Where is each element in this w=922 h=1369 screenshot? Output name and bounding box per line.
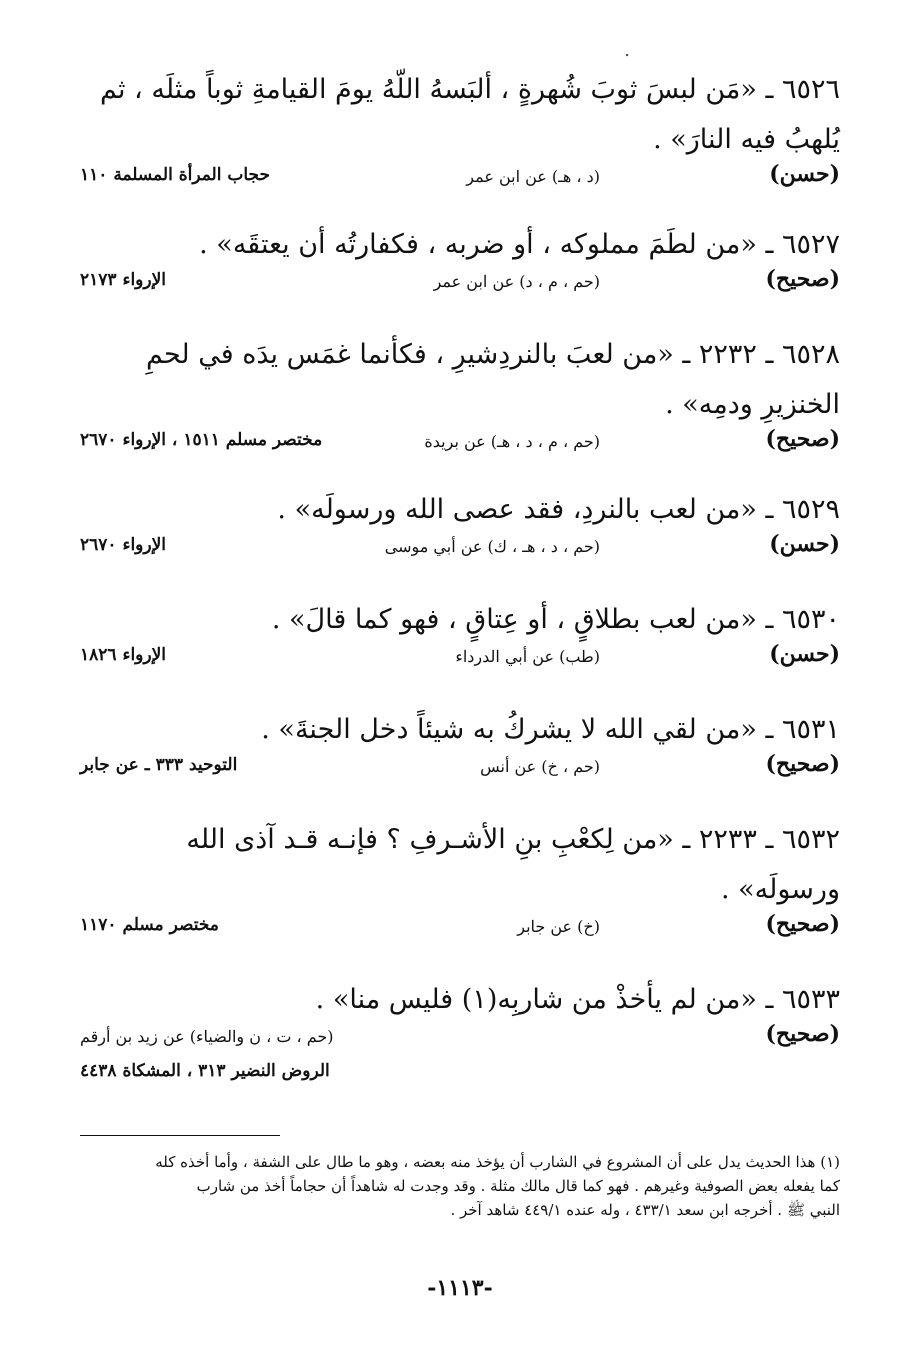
hadith-meta — [80, 1021, 840, 1059]
hadith-6531 — [80, 705, 840, 789]
grade-label: (صحيح) — [765, 1021, 840, 1047]
source-label: (د ، هـ) عن ابن عمر — [466, 167, 600, 186]
grade-label: (صحيح) — [765, 911, 840, 937]
hadith-6527 — [80, 220, 840, 304]
source-label: (حم ، خ) عن أنس — [480, 757, 600, 776]
hadith-line: ورسولَه» . — [720, 874, 840, 905]
reference-label: الروض النضير ٣١٣ ، المشكاة ٤٤٣٨ — [80, 1061, 330, 1081]
reference-label: التوحيد ٣٣٣ ـ عن جابر — [80, 755, 238, 775]
grade-label: (صحيح) — [765, 266, 840, 292]
hadith-meta — [80, 911, 840, 949]
reference-label: الإرواء ٢١٧٣ — [80, 270, 167, 290]
grade-label: (صحيح) — [765, 751, 840, 777]
hadith-6526 — [80, 65, 840, 199]
footnote-line: (١) هذا الحديث يدل على أن المشروع في الشارب أن يؤخذ منه بعضه ، وهو ما طال على الشفة ، وأما أخذه كله — [155, 1153, 840, 1171]
page-number: -١١١٣- — [427, 1275, 493, 1301]
footnote — [80, 1150, 840, 1222]
source-label: (حم ، د ، هـ ، ك) عن أبي موسى — [384, 537, 600, 556]
hadith-line: ٦٥٣٢ ـ ٢٢٣٣ ـ «من لِكعْبِ بنِ الأشـرفِ ؟ فإنـه قـد آذى الله — [186, 824, 840, 855]
grade-label: (حسن) — [769, 531, 840, 557]
footnote-line: النبي ﷺ . أخرجه ابن سعد ٤٣٣/١ ، وله عنده ٤٤٩/١ شاهد آخر . — [450, 1201, 840, 1219]
source-label: (خ) عن جابر — [517, 917, 600, 936]
reference-label: مختصر مسلم ١٥١١ ، الإرواء ٢٦٧٠ — [80, 430, 323, 450]
hadith-line: ٦٥٣٠ ـ «من لعب بطلاقٍ ، أو عِتاقٍ ، فهو كما قالَ» . — [271, 604, 840, 635]
hadith-6528 — [80, 330, 840, 464]
top-mark: . — [624, 40, 630, 61]
hadith-line: الخنزيرِ ودمِه» . — [665, 389, 840, 420]
page — [80, 40, 840, 1350]
hadith-meta — [80, 161, 840, 199]
grade-label: (حسن) — [769, 161, 840, 187]
grade-label: (صحيح) — [765, 426, 840, 452]
hadith-line: يُلهبُ فيه النارَ» . — [653, 124, 840, 155]
hadith-6533 — [80, 975, 840, 1081]
reference-label: مختصر مسلم ١١٧٠ — [80, 915, 219, 935]
hadith-6530 — [80, 595, 840, 679]
hadith-line: ٦٥٢٩ ـ «من لعب بالنردِ، فقد عصى الله ورسولَه» . — [277, 494, 840, 525]
hadith-meta — [80, 751, 840, 789]
hadith-6529 — [80, 485, 840, 569]
footnote-divider — [80, 1135, 280, 1136]
hadith-meta — [80, 641, 840, 679]
hadith-line: ٦٥٣٣ ـ «من لم يأخذْ من شاربِه(١) فليس منا» . — [315, 984, 840, 1015]
hadith-line: ٦٥٢٧ ـ «من لطَمَ مملوكه ، أو ضربه ، فكفارتُه أن يعتقَه» . — [199, 229, 840, 260]
hadith-6532 — [80, 815, 840, 949]
reference-label: الإرواء ١٨٢٦ — [80, 645, 167, 665]
hadith-meta — [80, 266, 840, 304]
grade-label: (حسن) — [769, 641, 840, 667]
source-label: (حم ، م ، د) عن ابن عمر — [433, 272, 600, 291]
hadith-line: ٦٥٣١ ـ «من لقي الله لا يشركُ به شيئاً دخل الجنةَ» . — [261, 714, 840, 745]
source-label: (حم ، م ، د ، هـ) عن بريدة — [424, 432, 600, 451]
source-label: (حم ، ت ، ن والضياء) عن زيد بن أرقم — [80, 1027, 334, 1046]
hadith-meta — [80, 426, 840, 464]
reference-label: الإرواء ٢٦٧٠ — [80, 535, 167, 555]
reference-label: حجاب المرأة المسلمة ١١٠ — [80, 165, 271, 185]
source-label: (طب) عن أبي الدرداء — [455, 647, 600, 666]
hadith-line: ٦٥٢٨ ـ ٢٢٣٢ ـ «من لعبَ بالنردِشيرِ ، فكأنما غمَس يدَه في لحمِ — [146, 339, 840, 370]
hadith-meta — [80, 531, 840, 569]
footnote-line: كما يفعله بعض الصوفية وغيرهم . فهو كما قال مالك مثلة . وقد وجدت له شاهداً أن حجاماً أخذ من شارب — [196, 1177, 840, 1195]
hadith-line: ٦٥٢٦ ـ «مَن لبسَ ثوبَ شُهرةٍ ، ألبَسهُ اللّهُ يومَ القيامةِ ثوباً مثلَه ، ثم — [99, 74, 840, 105]
